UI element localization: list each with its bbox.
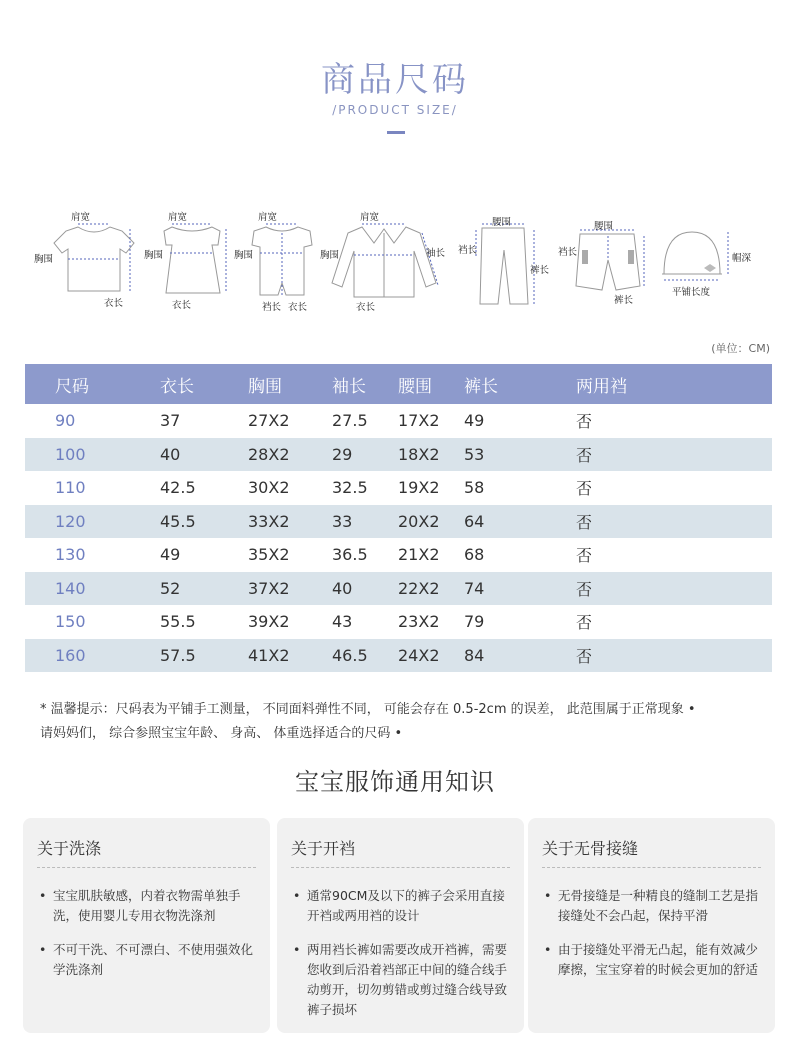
hat-diagram (656, 218, 766, 308)
size-cell: 120 (25, 505, 160, 539)
column-header: 尺码 (25, 364, 160, 404)
table-cell: 29 (332, 438, 398, 472)
table-cell: 23X2 (398, 612, 440, 632)
open-crotch-card (277, 818, 524, 1033)
table-cell: 37X2 (248, 572, 332, 606)
list-item: • 由于接缝处平滑无凸起，能有效减少摩擦，宝宝穿着的时候会更加的舒适 (542, 940, 761, 980)
garment-label: 裤长 (614, 295, 634, 306)
table-cell: 37 (160, 411, 181, 431)
garment-label: 帽深 (732, 253, 752, 264)
jacket-diagram (318, 205, 453, 315)
garment-label: 胸围 (234, 250, 254, 261)
measurement-tip (40, 698, 760, 746)
table-cell: 68 (464, 545, 485, 565)
table-cell: 否 (576, 412, 593, 432)
garment-label: 胸围 (144, 250, 164, 261)
garment-label: 衣长 (104, 298, 124, 309)
table-cell: 33 (332, 505, 398, 539)
size-cell: 160 (25, 639, 160, 673)
garment-label: 裆长 (558, 247, 578, 258)
table-row (25, 505, 772, 539)
table-row (25, 572, 772, 606)
size-cell: 130 (55, 545, 86, 565)
table-cell: 33X2 (248, 505, 332, 539)
column-header: 胸围 (248, 364, 332, 404)
tip-line: 请妈妈们， 综合参照宝宝年龄、 身高、 体重选择适合的尺码 • (40, 726, 403, 741)
list-item: • 通常90CM及以下的裤子会采用直接开裆或两用裆的设计 (291, 886, 510, 926)
column-header: 两用裆 (576, 364, 772, 404)
card-title: 关于无骨接缝 (542, 836, 761, 868)
page-subtitle: /PRODUCT SIZE/ (332, 103, 458, 117)
page-title: 商品尺码 (321, 60, 469, 100)
table-cell: 52 (160, 572, 248, 606)
table-cell: 74 (464, 572, 576, 606)
garment-label: 裆长 (458, 245, 478, 256)
garment-label: 衣长 (356, 302, 376, 313)
title-divider (387, 131, 405, 134)
card-list (542, 886, 761, 980)
garment-label: 衣长 (172, 300, 192, 311)
washing-card (23, 818, 270, 1033)
shorts-diagram (556, 212, 656, 312)
table-cell: 39X2 (248, 612, 290, 632)
column-header: 裤长 (464, 364, 576, 404)
size-cell: 140 (25, 572, 160, 606)
long-pants-diagram (456, 210, 556, 310)
table-cell: 24X2 (398, 639, 464, 673)
table-header-row (25, 364, 772, 404)
size-cell: 90 (55, 411, 76, 431)
table-cell: 49 (464, 411, 485, 431)
card-title: 关于开裆 (291, 836, 510, 868)
table-cell: 27X2 (248, 411, 290, 431)
card-list (37, 886, 256, 980)
table-cell: 30X2 (248, 478, 290, 498)
table-cell: 22X2 (398, 572, 464, 606)
table-cell: 84 (464, 639, 576, 673)
list-item: • 无骨接缝是一种精良的缝制工艺是指接缝处不会凸起，保持平滑 (542, 886, 761, 926)
card-list (291, 886, 510, 1020)
table-row (25, 404, 772, 438)
table-cell: 42.5 (160, 478, 196, 498)
table-cell: 27.5 (332, 411, 368, 431)
size-cell: 150 (55, 612, 86, 632)
column-header: 衣长 (160, 364, 248, 404)
table-cell: 41X2 (248, 639, 332, 673)
garment-label: 胸围 (320, 250, 340, 261)
table-cell: 58 (464, 478, 485, 498)
garment-label: 肩宽 (71, 212, 91, 223)
size-table (25, 364, 772, 672)
list-item: • 宝宝肌肤敏感，内着衣物需单独手洗，使用婴儿专用衣物洗涤剂 (37, 886, 256, 926)
garment-label: 腰围 (492, 217, 512, 228)
table-cell: 否 (576, 613, 593, 633)
tip-line: * 温馨提示：尺码表为平铺手工测量， 不同面料弹性不同， 可能会存在 0.5-2cm 的误差， 此范围属于正常现象 • (40, 702, 696, 717)
table-cell: 28X2 (248, 438, 332, 472)
table-cell: 40 (160, 438, 248, 472)
table-cell: 36.5 (332, 545, 368, 565)
table-row (25, 639, 772, 673)
list-item: • 两用裆长裤如需要改成开裆裤，需要您收到后沿着裆部正中间的缝合线手动剪开，切勿剪错或剪过缝合线导致裤子损坏 (291, 940, 510, 1020)
romper-diagram (232, 205, 324, 313)
table-cell: 19X2 (398, 478, 440, 498)
table-cell: 21X2 (398, 545, 440, 565)
garment-label: 裆长 (262, 302, 282, 313)
table-cell: 否 (576, 546, 593, 566)
list-item: • 不可干洗、不可漂白、不使用强效化学洗涤剂 (37, 940, 256, 980)
table-cell: 57.5 (160, 639, 248, 673)
table-row (25, 438, 772, 472)
table-cell: 40 (332, 572, 398, 606)
table-cell: 55.5 (160, 612, 196, 632)
table-cell: 64 (464, 505, 576, 539)
table-cell: 否 (576, 505, 772, 539)
table-cell: 43 (332, 612, 353, 632)
table-row (25, 471, 772, 505)
seamless-card (528, 818, 775, 1033)
table-cell: 20X2 (398, 505, 464, 539)
column-header: 腰围 (398, 364, 464, 404)
garment-label: 腰围 (594, 221, 614, 232)
table-cell: 45.5 (160, 505, 248, 539)
table-cell: 18X2 (398, 438, 464, 472)
garment-label: 胸围 (34, 254, 54, 265)
dress-diagram (142, 205, 232, 310)
table-cell: 79 (464, 612, 485, 632)
tshirt-diagram (30, 205, 140, 310)
knowledge-title: 宝宝服饰通用知识 (295, 768, 495, 796)
table-cell: 53 (464, 438, 576, 472)
garment-label: 肩宽 (258, 212, 278, 223)
table-row (25, 605, 772, 639)
garment-label: 平铺长度 (672, 287, 711, 298)
card-title: 关于洗涤 (37, 836, 256, 868)
table-cell: 35X2 (248, 545, 290, 565)
table-cell: 否 (576, 479, 593, 499)
table-cell: 否 (576, 572, 772, 606)
table-cell: 46.5 (332, 639, 398, 673)
garment-label: 裤长 (530, 265, 550, 276)
garment-label: 衣长 (288, 302, 308, 313)
garment-label: 肩宽 (168, 212, 188, 223)
table-cell: 17X2 (398, 411, 440, 431)
table-row (25, 538, 772, 572)
table-cell: 32.5 (332, 478, 368, 498)
size-cell: 110 (55, 478, 86, 498)
unit-note: (单位：CM) (711, 342, 770, 355)
garment-label: 肩宽 (360, 212, 380, 223)
table-cell: 49 (160, 545, 181, 565)
table-cell: 否 (576, 639, 772, 673)
size-cell: 100 (25, 438, 160, 472)
column-header: 袖长 (332, 364, 398, 404)
garment-label: 袖长 (426, 248, 446, 259)
table-cell: 否 (576, 438, 772, 472)
